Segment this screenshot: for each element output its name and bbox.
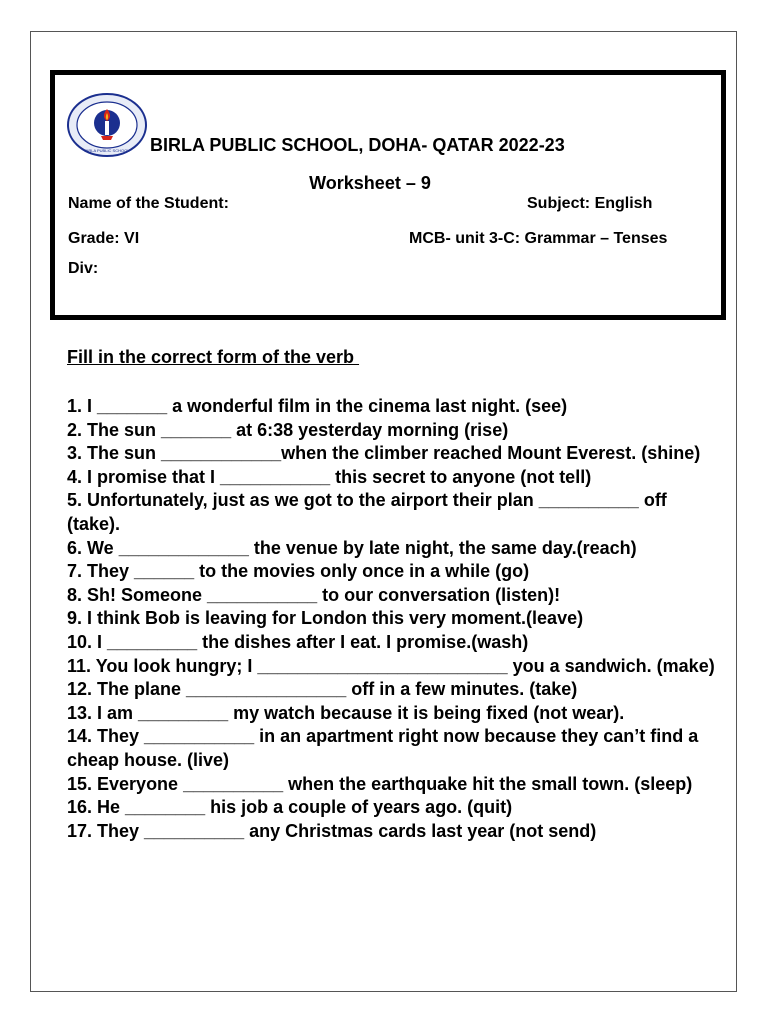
unit-label: MCB- unit 3-C: Grammar – Tenses — [409, 230, 668, 247]
subject-label: Subject: English — [527, 195, 653, 212]
school-name: BIRLA PUBLIC SCHOOL, DOHA- QATAR 2022-23 — [150, 135, 565, 155]
question-item: 16. He ________ his job a couple of years ago. (quit) — [67, 797, 513, 818]
question-item: 5. Unfortunately, just as we got to the airport their plan __________ off (take). — [67, 490, 667, 534]
instructions-heading: Fill in the correct form of the verb — [67, 347, 360, 367]
question-item: 3. The sun ____________when the climber reached Mount Everest. (shine) — [67, 443, 701, 464]
student-name-label: Name of the Student: — [68, 195, 229, 212]
question-item: 15. Everyone __________ when the earthquake hit the small town. (sleep) — [67, 773, 693, 794]
question-item: 12. The plane ________________ off in a few minutes. (take) — [67, 679, 578, 700]
question-item: 6. We _____________ the venue by late night, the same day.(reach) — [67, 537, 637, 558]
question-list — [67, 395, 717, 843]
question-item: 9. I think Bob is leaving for London this very moment.(leave) — [67, 608, 584, 629]
grade-label: Grade: VI — [68, 230, 140, 247]
school-logo — [66, 92, 148, 158]
div-label: Div: — [68, 260, 99, 277]
question-item: 14. They ___________ in an apartment right now because they can’t find a cheap house. (live) — [67, 726, 699, 770]
logo-text: BIRLA PUBLIC SCHOOL — [84, 148, 130, 153]
question-item: 2. The sun _______ at 6:38 yesterday morning (rise) — [67, 419, 509, 440]
question-item: 4. I promise that I ___________ this secret to anyone (not tell) — [67, 466, 592, 487]
question-item: 7. They ______ to the movies only once in a while (go) — [67, 561, 530, 582]
question-item: 13. I am _________ my watch because it is being fixed (not wear). — [67, 702, 625, 723]
question-item: 17. They __________ any Christmas cards last year (not send) — [67, 820, 597, 841]
question-item: 1. I _______ a wonderful film in the cinema last night. (see) — [67, 396, 568, 416]
question-item: 8. Sh! Someone ___________ to our conversation (listen)! — [67, 584, 561, 605]
worksheet-title: Worksheet – 9 — [309, 173, 431, 193]
question-item: 11. You look hungry; I _________________________ you a sandwich. (make) — [67, 655, 715, 676]
question-item: 10. I _________ the dishes after I eat. I promise.(wash) — [67, 631, 529, 652]
